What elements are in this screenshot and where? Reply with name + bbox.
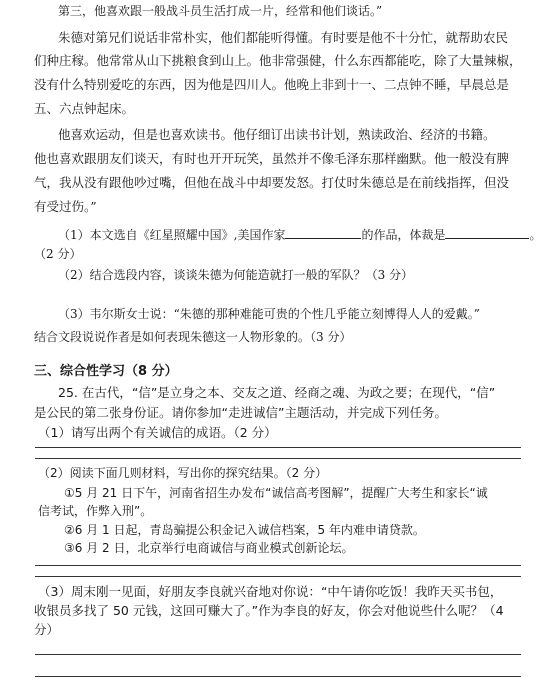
- section-3-intro-line-2: 是公民的第二张身份证。请你参加“走进诚信”主题活动，并完成下列任务。: [34, 405, 447, 420]
- passage-line: 有受过伤。”: [34, 199, 97, 214]
- question-1-text-b: 的作品，体裁是: [361, 228, 446, 242]
- task-2-prompt: （2）阅读下面几则材料，写出你的探究结果。（2 分）: [38, 466, 328, 480]
- passage-line: 五、六点钟起床。: [34, 101, 135, 116]
- question-1: [58, 226, 541, 242]
- task-1-prompt: （1）请写出两个有关诚信的成语。（2 分）: [38, 425, 277, 440]
- passage-line: 没有什么特别爱吃的东西，因为他是四川人。他晚上非到十一、二点钟不睡，早晨总是: [34, 77, 510, 92]
- passage-line: 朱德对第兄们说话非常朴实，他们都能听得懂。有时要是他不十分忙，就帮助农民: [58, 30, 509, 45]
- task-2-material-1-line-1: ①5 月 21 日下午，河南省招生办发布“诚信高考图解”，提醒广大考生和家长“诚: [64, 486, 488, 500]
- passage-line: 他也喜欢跟朋友们谈天，有时也开开玩笑，虽然并不像毛泽东那样幽默。他一般没有脾: [34, 151, 510, 166]
- question-1-text-a: （1）本文选自《红星照耀中国》,美国作家: [58, 228, 286, 242]
- question-3-line-2: 结合文段说说作者是如何表现朱德这一人物形象的。（3 分）: [34, 330, 352, 344]
- task-2-answer-line-1[interactable]: [35, 565, 521, 566]
- task-2-material-1-line-2: 信考试，作弊入刑”。: [38, 504, 153, 518]
- task-3-line-2: 收银员多找了 50 元钱，这回可赚大了。”作为李良的好友，你会对他说些什么呢？（4: [34, 603, 504, 618]
- task-1-answer-line-2[interactable]: [35, 458, 521, 459]
- section-3-intro-line-1: 25. 在古代，“信”是立身之本、交友之道、经商之魂、为政之要；在现代，“信”: [58, 385, 496, 400]
- section-3-heading: 三、综合性学习（8 分）: [34, 364, 178, 379]
- question-1-text-c: 。: [529, 228, 541, 242]
- question-2: （2）结合选段内容，谈谈朱德为何能造就打一般的军队？（3 分）: [58, 268, 414, 282]
- passage-line: 他喜欢运动，但是也喜欢读书。他仔细订出读书计划，熟读政治、经济的书籍。: [58, 127, 496, 142]
- task-1-answer-line-1[interactable]: [35, 447, 521, 448]
- task-3-line-3: 分）: [34, 622, 60, 637]
- question-3-line-1: （3）韦尔斯女士说：“朱德的那种难能可贵的个性几乎能立刻博得人人的爱戴。”: [58, 307, 480, 321]
- task-3-line-1: （3）周末刚一见面，好朋友李良就兴奋地对你说：“中午请你吃饭！我昨天买书包，: [38, 584, 503, 599]
- task-3-answer-line-2[interactable]: [35, 676, 521, 677]
- question-1-score: （2 分）: [34, 247, 82, 261]
- task-2-material-3: ③6 月 2 日，北京举行电商诚信与商业模式创新论坛。: [64, 541, 354, 555]
- task-3-answer-line-1[interactable]: [35, 654, 521, 655]
- genre-answer-blank[interactable]: [445, 226, 529, 239]
- passage-line: 气，我从没有跟他吵过嘴，但他在战斗中却要发怒。打仗时朱德总是在前线指挥，但没: [34, 175, 510, 190]
- passage-line: 第三，他喜欢跟一般战斗员生活打成一片，经常和他们谈话。”: [58, 4, 383, 18]
- passage-line: 们种庄稼。他常常从山下挑粮食到山上。他非常强健，什么东西都能吃，除了大量辣椒，: [34, 53, 522, 68]
- task-2-answer-line-2[interactable]: [35, 576, 521, 577]
- task-2-material-2: ②6 月 1 日起，青岛骗提公积金记入诚信档案，5 年内难申请贷款。: [64, 523, 425, 537]
- author-answer-blank[interactable]: [285, 226, 361, 239]
